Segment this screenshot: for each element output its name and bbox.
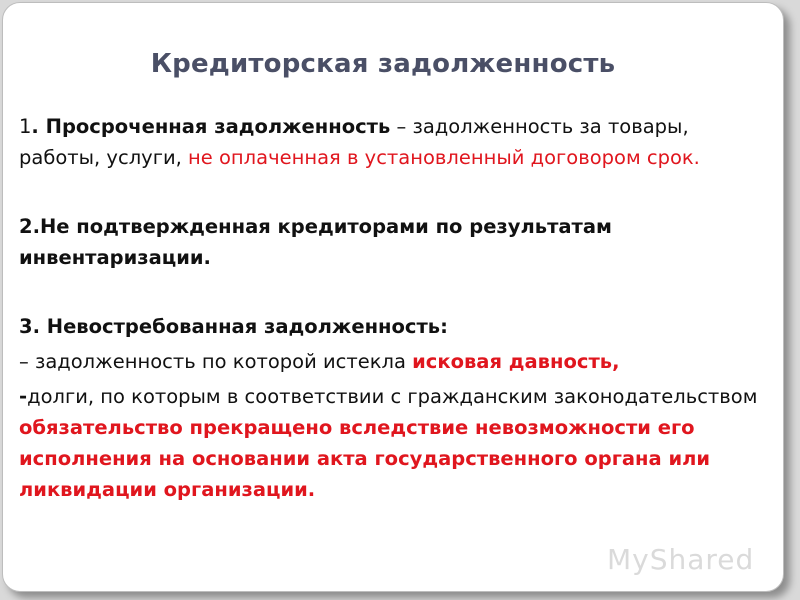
- slide: [2, 2, 784, 592]
- item-3-line-1: [19, 346, 775, 377]
- watermark-logo: MyShared: [607, 543, 755, 576]
- item-3-heading: 3. Невостребованная задолженность:: [19, 315, 448, 338]
- slide-title: Кредиторская задолженность: [150, 49, 616, 79]
- item-3-line-2-highlight: обязательство прекращено вследствие невозможности его исполнения на основании акта государственного органа или ликвидации организации.: [19, 416, 711, 501]
- item-3-line-2-dash: -: [19, 385, 28, 408]
- item-3-line-1-highlight: исковая давность,: [412, 350, 620, 373]
- item-2: 2.Не подтвержденная кредиторами по результатам инвентаризации.: [19, 215, 612, 269]
- item-3-line-1-text: – задолженность по которой истекла: [19, 350, 413, 373]
- spacer: [19, 173, 775, 211]
- item-1-highlight: не оплаченная в установленный договором срок.: [188, 146, 700, 169]
- slide-body: [19, 111, 775, 505]
- item-1-text: – задолженность за товары, работы, услуги,: [19, 115, 689, 169]
- item-1-number: 1: [19, 115, 32, 138]
- item-3-line-2: [19, 381, 775, 505]
- item-1-lead: . Просроченная задолженность: [31, 115, 391, 138]
- spacer: [19, 273, 775, 311]
- item-1: [19, 111, 775, 173]
- item-3-line-2-text: долги, по которым в соответствии с гражданским законодательством: [27, 385, 758, 408]
